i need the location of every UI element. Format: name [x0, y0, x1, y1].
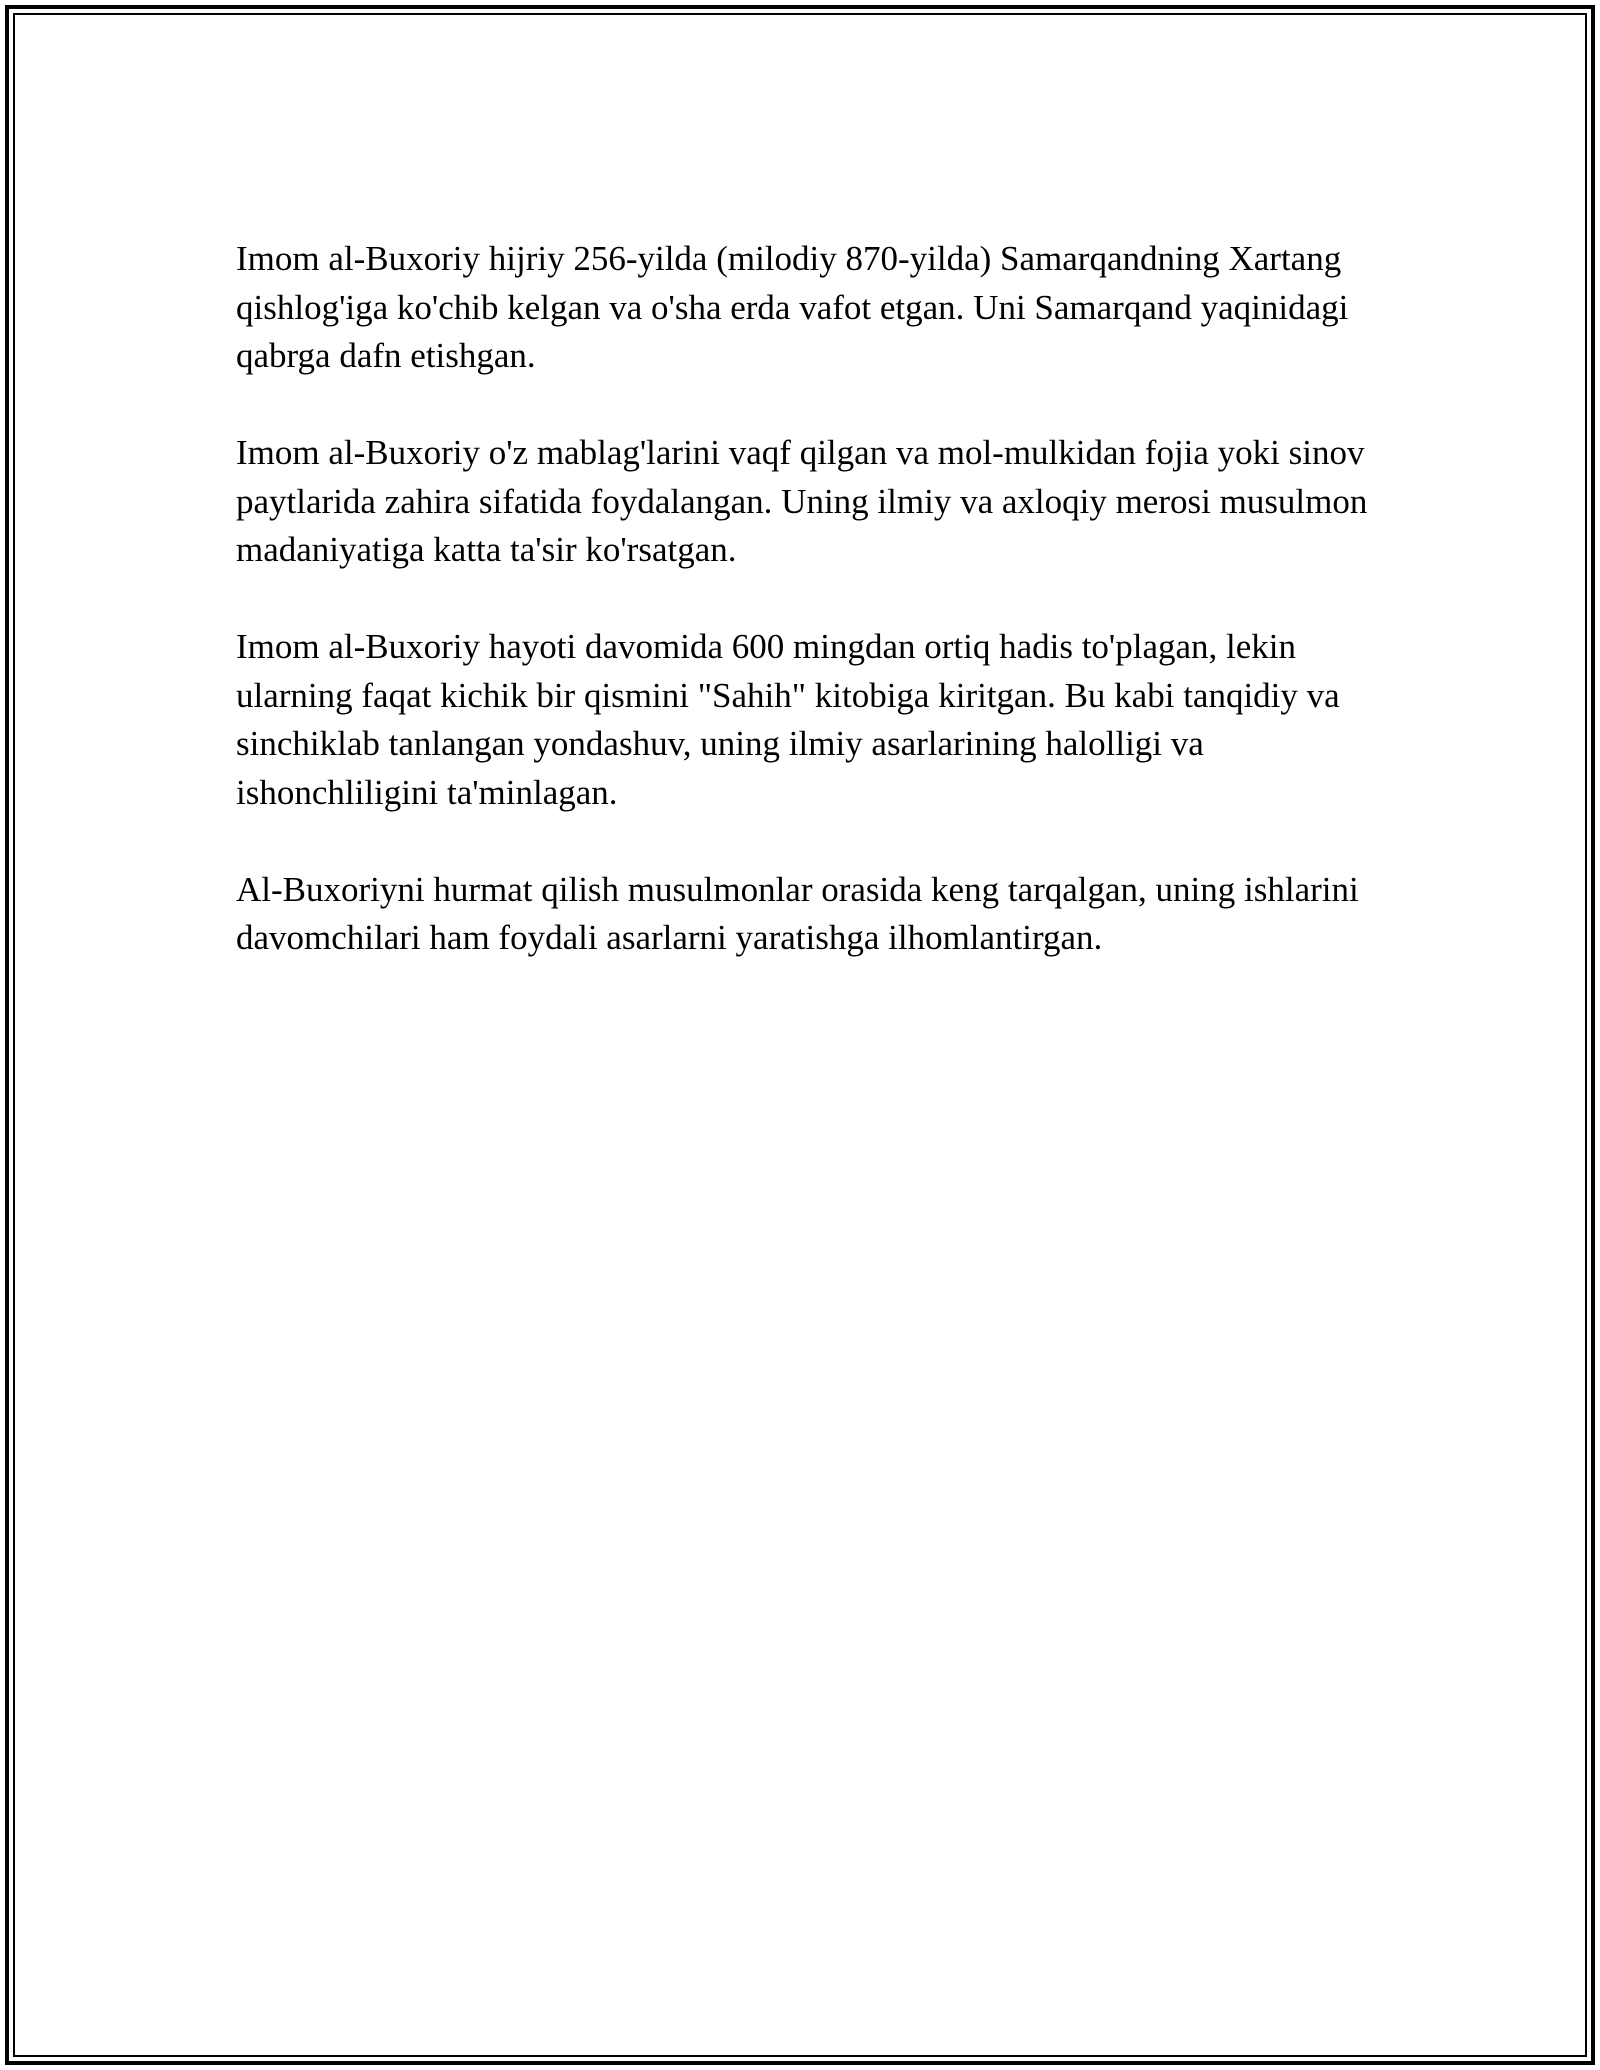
paragraph-1: Imom al-Buxoriy hijriy 256-yilda (milodiy 870-yilda) Samarqandning Xartang qishlog'iga ko'chib kelgan va o'sha erda vafot etgan. Uni Samarqand yaqinidagi qabrga dafn etishgan.: [236, 239, 1349, 375]
paragraph-2: Imom al-Buxoriy o'z mablag'larini vaqf qilgan va mol-mulkidan fojia yoki sinov paytlarida zahira sifatida foydalangan. Uning ilmiy va axloqiy merosi musulmon madaniyatiga katta ta'sir ko'rsatgan.: [236, 433, 1368, 569]
document-body: [236, 235, 1396, 1011]
paragraph-4: Al-Buxoriyni hurmat qilish musulmonlar orasida keng tarqalgan, uning ishlarini davomchilari ham foydali asarlarni yaratishga ilhomlantirgan.: [236, 869, 1359, 957]
paragraph-3: Imom al-Buxoriy hayoti davomida 600 mingdan ortiq hadis to'plagan, lekin ularning faqat kichik bir qismini "Sahih" kitobiga kiritgan. Bu kabi tanqidiy va sinchiklab tanlangan yondashuv, uning ilmiy asarlarining halolligi va ishonchliligini ta'minlagan.: [236, 627, 1340, 812]
